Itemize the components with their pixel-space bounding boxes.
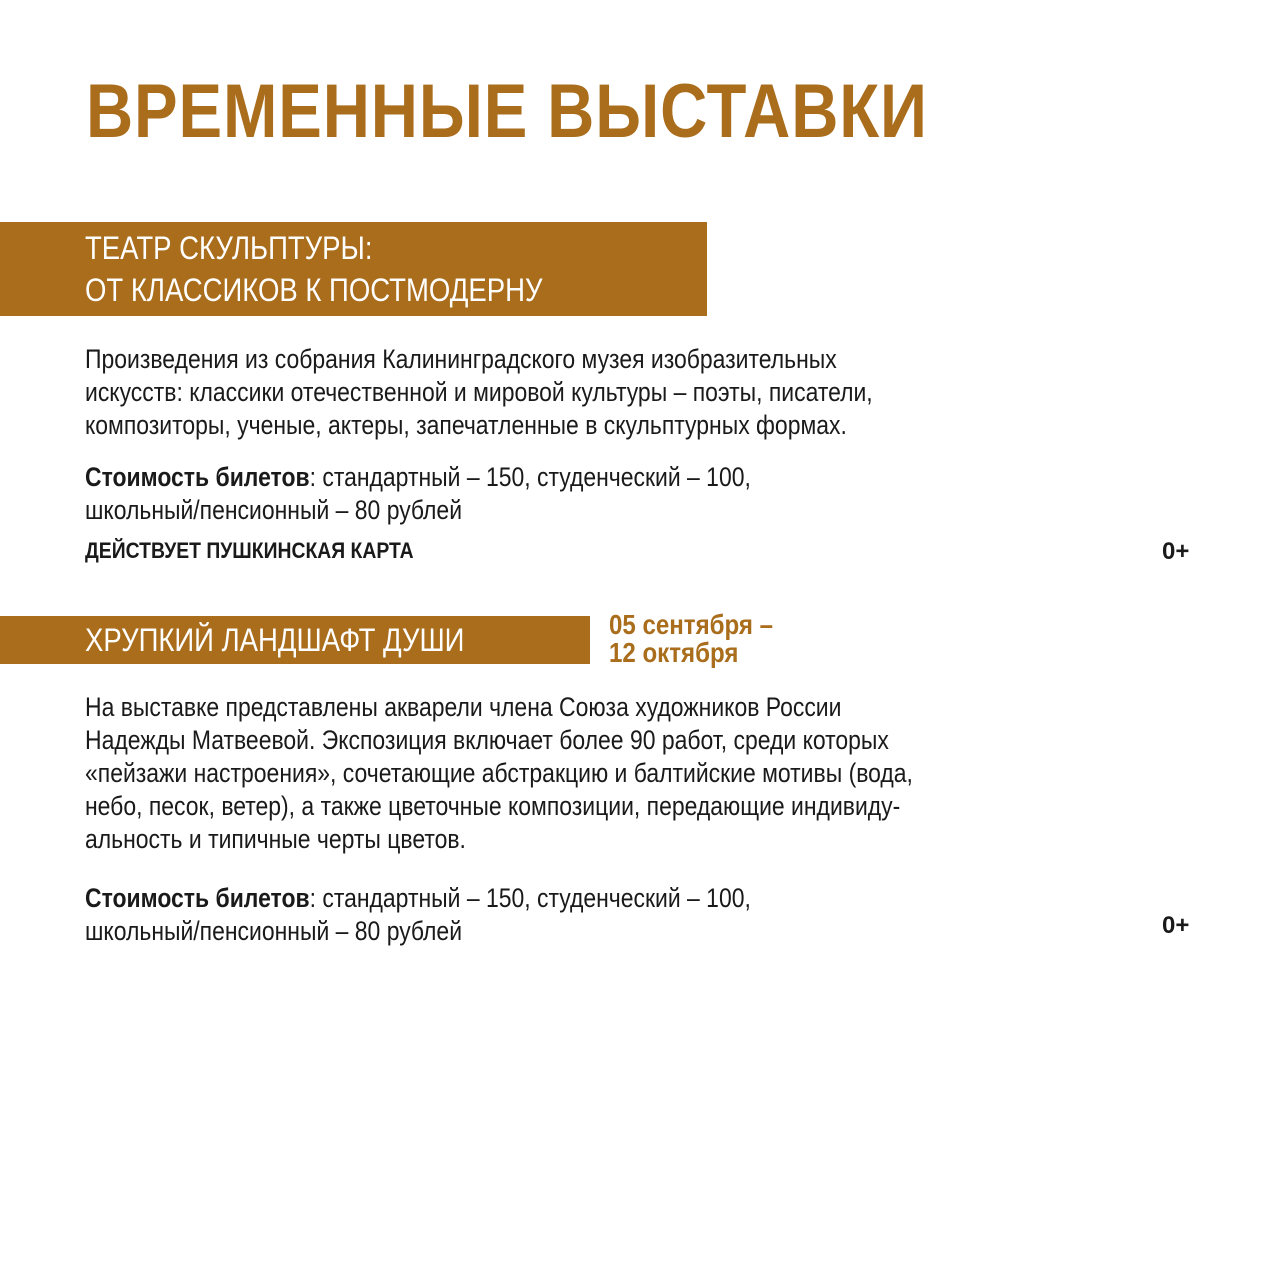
- exhibition-1-title-line-2: ОТ КЛАССИКОВ К ПОСТМОДЕРНУ: [85, 272, 543, 308]
- exhibition-2-description-line: небо, песок, ветер), а также цветочные композиции, передающие индивиду-: [85, 791, 901, 821]
- exhibition-2-dates-line-2: 12 октября: [609, 637, 739, 668]
- exhibition-2-price-line-2: школьный/пенсионный – 80 рублей: [85, 916, 463, 946]
- pushkin-card-notice: ДЕЙСТВУЕТ ПУШКИНСКАЯ КАРТА: [85, 538, 414, 563]
- exhibition-2-dates-line-1: 05 сентября –: [609, 609, 774, 640]
- exhibition-2-description-line: Надежды Матвеевой. Экспозиция включает более 90 работ, среди которых: [85, 725, 889, 755]
- exhibition-2-price-line-1: Стоимость билетов: стандартный – 150, студенческий – 100,: [85, 883, 751, 913]
- price-label: Стоимость билетов: [85, 462, 310, 492]
- exhibition-1-description-line: композиторы, ученые, актеры, запечатленные в скульптурных формах.: [85, 410, 847, 440]
- age-rating-badge: 0+: [1162, 912, 1190, 939]
- exhibition-2-description-line: альность и типичные черты цветов.: [85, 824, 466, 854]
- price-label: Стоимость билетов: [85, 883, 310, 913]
- exhibition-1-price-line-2: школьный/пенсионный – 80 рублей: [85, 495, 463, 525]
- exhibition-1-title-line-1: ТЕАТР СКУЛЬПТУРЫ:: [85, 230, 373, 266]
- exhibition-2-description-line: «пейзажи настроения», сочетающие абстракцию и балтийские мотивы (вода,: [85, 758, 913, 788]
- page-title: ВРЕМЕННЫЕ ВЫСТАВКИ: [86, 69, 928, 154]
- exhibition-2-title: ХРУПКИЙ ЛАНДШАФТ ДУШИ: [85, 622, 465, 658]
- age-rating-badge: 0+: [1162, 538, 1190, 565]
- exhibition-1-description-line: искусств: классики отечественной и мировой культуры – поэты, писатели,: [85, 377, 873, 407]
- exhibition-1-description-line: Произведения из собрания Калининградского музея изобразительных: [85, 344, 837, 374]
- exhibition-2-description-line: На выставке представлены акварели члена Союза художников России: [85, 692, 842, 722]
- exhibition-1-price-line-1: Стоимость билетов: стандартный – 150, студенческий – 100,: [85, 462, 751, 492]
